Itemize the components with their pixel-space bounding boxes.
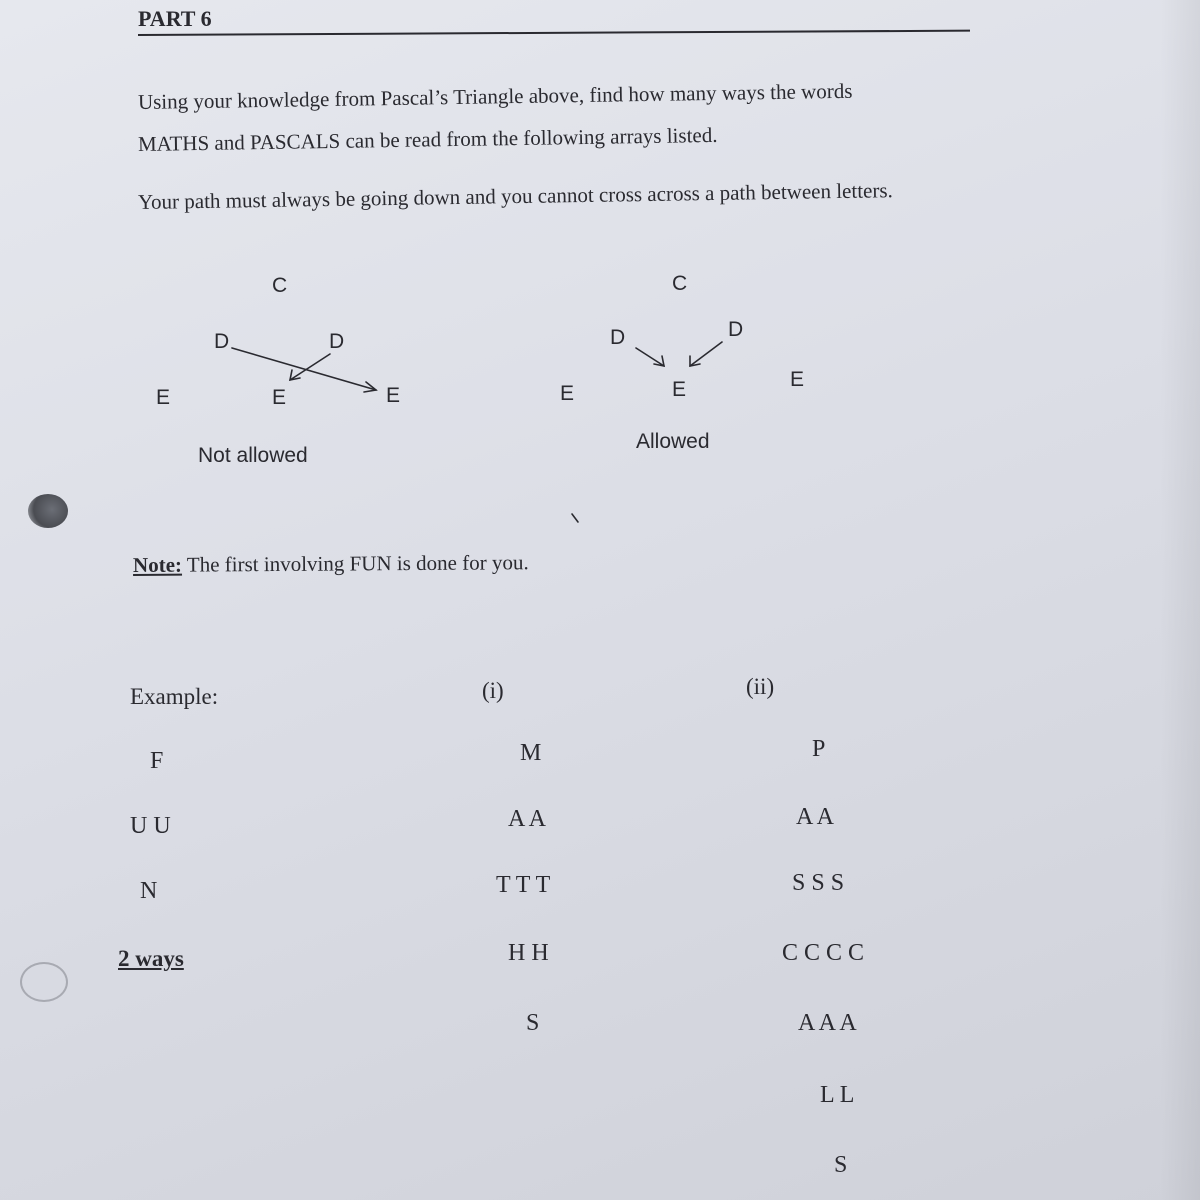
array-letter-row: N (140, 878, 158, 904)
instruction-line-2: MATHS and PASCALS can be read from the following arrays listed. (137, 122, 718, 156)
instruction-line-1: Using your knowledge from Pascal’s Triangle above, find how many ways the words (137, 78, 853, 114)
note (133, 550, 529, 578)
pen-mark (572, 514, 578, 522)
array-letter-row: M (520, 740, 542, 766)
crossing-arrow-line (232, 348, 376, 390)
note-text: The first involving FUN is done for you. (186, 550, 529, 577)
array-letter-row: S (834, 1152, 848, 1178)
diagram-letter: C (672, 272, 688, 295)
array-letter-row: C C C C (782, 940, 865, 966)
array-letter-row: U U (130, 813, 171, 839)
diagram-letter: E (156, 386, 171, 409)
converging-arrow-line (690, 342, 722, 366)
diagram-letter: D (329, 330, 345, 353)
instruction-line-3: Your path must always be going down and you cannot cross across a path between letters. (137, 178, 893, 214)
diagram-letter: E (672, 378, 687, 401)
note-label: Note: (132, 552, 183, 577)
array-letter-row: P (812, 736, 826, 762)
caption-not-allowed: Not allowed (198, 444, 308, 467)
diagram-letter: E (386, 384, 401, 407)
part-title: PART 6 (138, 6, 212, 31)
array-letter-row: A A (796, 804, 835, 830)
example-result: 2 ways (118, 946, 184, 971)
diagram-letter: C (272, 274, 288, 297)
array-i-header: (i) (482, 678, 504, 703)
diagram-letter: D (610, 326, 626, 349)
diagram-letter: E (560, 382, 575, 405)
array-letter-row: A A A (798, 1010, 857, 1036)
array-letter-row: H H (508, 940, 549, 966)
array-letter-row: F (150, 748, 164, 774)
array-letter-row: L L (820, 1082, 855, 1108)
array-ii-header: (ii) (746, 674, 775, 699)
example-header: Example: (130, 684, 219, 709)
caption-allowed: Allowed (636, 430, 710, 453)
array-letter-row: S (526, 1010, 540, 1036)
diagram-letter: E (272, 386, 287, 409)
array-letter-row: A A (508, 806, 547, 832)
array-letter-row: T T T (496, 872, 551, 898)
diagram-letter: E (790, 368, 805, 391)
diagram-letter: D (728, 318, 744, 341)
diagram-letter: D (214, 330, 230, 353)
array-letter-row: S S S (792, 870, 845, 896)
converging-arrow-line (636, 348, 664, 366)
